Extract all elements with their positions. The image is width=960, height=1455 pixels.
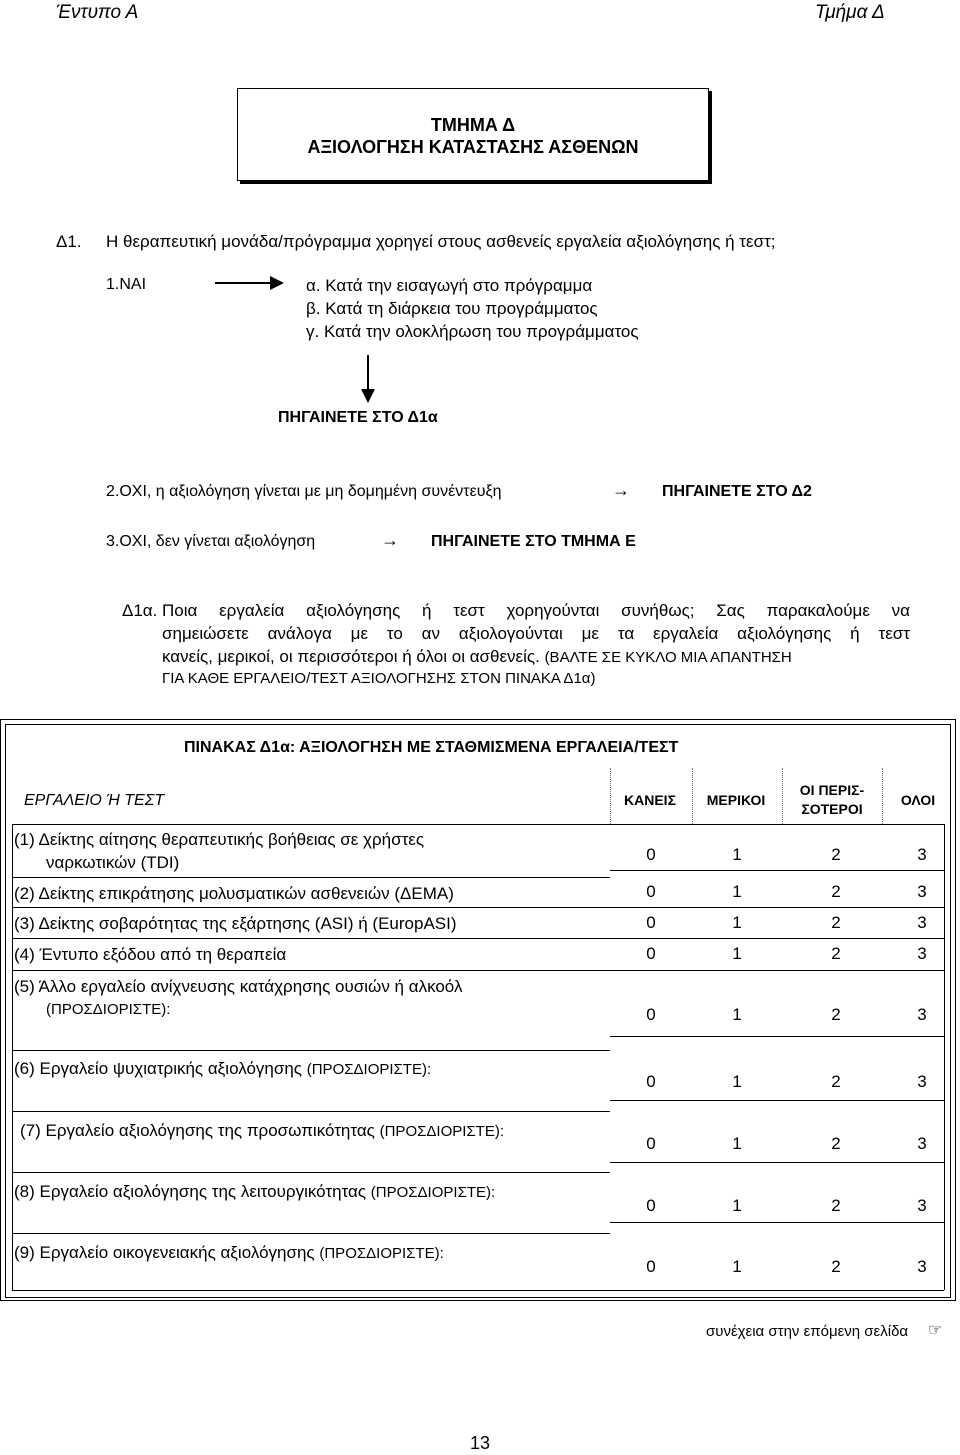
answer-code-option[interactable]: 2 xyxy=(831,944,841,963)
answer-code-option[interactable]: 3 xyxy=(917,913,927,932)
answer-code-option[interactable]: 3 xyxy=(917,944,927,963)
sub-option-b[interactable]: β. Κατά τη διάρκεια του προγράμματος xyxy=(306,299,598,318)
answer-code-option[interactable]: 0 xyxy=(646,1005,656,1024)
row-divider xyxy=(12,1172,610,1173)
section-subtitle: ΑΞΙΟΛΟΓΗΣΗ ΚΑΤΑΣΤΑΣΗΣ ΑΣΘΕΝΩΝ xyxy=(307,137,639,157)
table-row-label: (7) Εργαλείο αξιολόγησης της προσωπικότητας (ΠΡΟΣΔΙΟΡΙΣΤΕ): xyxy=(20,1121,505,1140)
header-divider xyxy=(782,768,783,824)
answer-code-option[interactable]: 1 xyxy=(732,1196,742,1215)
answer-code-option[interactable]: 2 xyxy=(831,1257,841,1276)
right-arrow-head xyxy=(270,276,284,290)
col-header-all: ΟΛΟΙ xyxy=(900,792,936,808)
answer-code-option[interactable]: 1 xyxy=(732,882,742,901)
row-divider xyxy=(12,1290,944,1291)
header-divider xyxy=(882,768,883,824)
question-number: Δ1. xyxy=(56,232,82,251)
table-left-border xyxy=(12,824,13,1290)
answer-code-option[interactable]: 3 xyxy=(917,1257,927,1276)
row-divider xyxy=(12,1050,610,1051)
table-row-label: (6) Εργαλείο ψυχιατρικής αξιολόγησης (ΠΡΟΣΔΙΟΡΙΣΤΕ): xyxy=(14,1059,432,1078)
question-text: Η θεραπευτική μονάδα/πρόγραμμα χορηγεί στους ασθενείς εργαλεία αξιολόγησης ή τεστ; xyxy=(106,232,776,251)
row-divider xyxy=(12,1111,610,1112)
answer-code-option[interactable]: 0 xyxy=(646,1072,656,1091)
table-row-label: (5) Άλλο εργαλείο ανίχνευσης κατάχρησης ουσιών ή αλκοόλ xyxy=(14,977,463,996)
right-arrow-small-icon: → xyxy=(612,480,630,500)
table-row-label: (3) Δείκτης σοβαρότητας της εξάρτησης (ASI) ή (EuropASI) xyxy=(14,914,457,933)
page-number: 13 xyxy=(470,1433,491,1453)
answer-code-option[interactable]: 3 xyxy=(917,882,927,901)
table-title: ΠΙΝΑΚΑΣ Δ1α: ΑΞΙΟΛΟΓΗΣΗ ΜΕ ΣΤΑΘΜΙΣΜΕΝΑ ΕΡΓΑΛΕΙΑ/ΤΕΣΤ xyxy=(184,739,679,756)
answer-code-option[interactable]: 2 xyxy=(831,1072,841,1091)
table-row-label: (ΠΡΟΣΔΙΟΡΙΣΤΕ): xyxy=(46,1001,171,1018)
answer-option-no-assessment[interactable]: 3.ΟΧΙ, δεν γίνεται αξιολόγηση xyxy=(106,533,316,550)
answer-code-option[interactable]: 1 xyxy=(732,1072,742,1091)
row-divider xyxy=(12,824,944,825)
down-arrow-icon xyxy=(367,355,369,393)
down-arrow-head xyxy=(361,389,375,403)
answer-code-option[interactable]: 1 xyxy=(732,1005,742,1024)
question-number-d1a: Δ1α. xyxy=(122,601,158,620)
answer-code-option[interactable]: 3 xyxy=(917,1072,927,1091)
sub-option-a[interactable]: α. Κατά την εισαγωγή στο πρόγραμμα xyxy=(306,276,593,295)
col-header-tool: ΕΡΓΑΛΕΙΟ Ή ΤΕΣΤ xyxy=(24,792,165,809)
answer-code-option[interactable]: 2 xyxy=(831,1134,841,1153)
col-header-none: ΚΑΝΕΙΣ xyxy=(624,792,676,808)
answer-code-option[interactable]: 2 xyxy=(831,1196,841,1215)
right-arrow-icon xyxy=(215,282,275,284)
answer-code-option[interactable]: 0 xyxy=(646,913,656,932)
table-row-label: (4) Έντυπο εξόδου από τη θεραπεία xyxy=(14,945,287,964)
answer-code-option[interactable]: 3 xyxy=(917,1134,927,1153)
col-header-some: ΜΕΡΙΚΟΙ xyxy=(706,792,766,808)
col-header-most: ΟΙ ΠΕΡΙΣ- ΣΟΤΕΡΟΙ xyxy=(799,782,865,817)
row-divider xyxy=(12,970,944,971)
answer-code-option[interactable]: 1 xyxy=(732,845,742,864)
row-divider xyxy=(12,877,610,878)
answer-code-option[interactable]: 2 xyxy=(831,913,841,932)
row-divider xyxy=(610,870,944,871)
answer-code-option[interactable]: 0 xyxy=(646,882,656,901)
answer-code-option[interactable]: 3 xyxy=(917,1005,927,1024)
section-title-box xyxy=(237,88,709,181)
table-row-label: (8) Εργαλείο αξιολόγησης της λειτουργικότητας (ΠΡΟΣΔΙΟΡΙΣΤΕ): xyxy=(14,1182,496,1201)
answer-code-option[interactable]: 0 xyxy=(646,1257,656,1276)
section-title: ΤΜΗΜΑ Δ xyxy=(430,115,516,135)
table-right-border xyxy=(944,824,945,1290)
row-divider xyxy=(610,1100,944,1101)
answer-code-option[interactable]: 1 xyxy=(732,913,742,932)
row-divider xyxy=(12,938,944,939)
table-row-label: ναρκωτικών (TDI) xyxy=(46,853,180,872)
right-arrow-small-icon: → xyxy=(381,530,399,550)
answer-code-option[interactable]: 2 xyxy=(831,845,841,864)
header-divider xyxy=(610,768,611,824)
answer-code-option[interactable]: 0 xyxy=(646,944,656,963)
answer-code-option[interactable]: 1 xyxy=(732,944,742,963)
goto-d1a: ΠΗΓΑΙΝΕΤΕ ΣΤΟ Δ1α xyxy=(278,409,438,426)
answer-code-option[interactable]: 0 xyxy=(646,845,656,864)
sub-option-c[interactable]: γ. Κατά την ολοκλήρωση του προγράμματος xyxy=(306,322,639,341)
pointing-hand-icon: ☞ xyxy=(928,1322,943,1339)
header-divider xyxy=(692,768,693,824)
row-divider xyxy=(12,907,944,908)
row-divider xyxy=(610,1036,944,1037)
question-d1a-line4: ΓΙΑ ΚΑΘΕ ΕΡΓΑΛΕΙΟ/ΤΕΣΤ ΑΞΙΟΛΟΓΗΣΗΣ ΣΤΟΝ ΠΙΝΑΚΑ Δ1α) xyxy=(162,670,596,687)
row-divider xyxy=(610,1162,944,1163)
answer-code-option[interactable]: 2 xyxy=(831,882,841,901)
answer-code-option[interactable]: 3 xyxy=(917,1196,927,1215)
answer-code-option[interactable]: 3 xyxy=(917,845,927,864)
row-divider xyxy=(12,1233,610,1234)
answer-code-option[interactable]: 1 xyxy=(732,1257,742,1276)
answer-code-option[interactable]: 0 xyxy=(646,1196,656,1215)
row-divider xyxy=(610,1222,944,1223)
form-label: Έντυπο Α xyxy=(56,2,139,23)
question-d1a-line2: σημειώσετε ανάλογα με το αν αξιολογούνται με τα εργαλεία αξιολόγησης ή τεστ xyxy=(162,624,910,643)
answer-option-no-unstructured[interactable]: 2.ΟΧΙ, η αξιολόγηση γίνεται με μη δομημένη συνέντευξη xyxy=(106,483,502,500)
question-d1a-line3: κανείς, μερικοί, οι περισσότεροι ή όλοι οι ασθενείς. (ΒΑΛΤΕ ΣΕ ΚΥΚΛΟ ΜΙΑ ΑΠΑΝΤΗΣΗ xyxy=(162,647,792,666)
answer-code-option[interactable]: 2 xyxy=(831,1005,841,1024)
continue-text: συνέχεια στην επόμενη σελίδα xyxy=(706,1323,909,1340)
section-label: Τμήμα Δ xyxy=(815,2,885,23)
goto-section-e: ΠΗΓΑΙΝΕΤΕ ΣΤΟ ΤΜΗΜΑ Ε xyxy=(431,533,636,550)
table-row-label: (2) Δείκτης επικράτησης μολυσματικών ασθενειών (ΔΕΜΑ) xyxy=(14,884,454,903)
answer-code-option[interactable]: 0 xyxy=(646,1134,656,1153)
table-row-label: (1) Δείκτης αίτησης θεραπευτικής βοήθειας σε χρήστες xyxy=(14,830,425,849)
answer-code-option[interactable]: 1 xyxy=(732,1134,742,1153)
goto-d2: ΠΗΓΑΙΝΕΤΕ ΣΤΟ Δ2 xyxy=(662,483,812,500)
table-row-label: (9) Εργαλείο οικογενειακής αξιολόγησης (ΠΡΟΣΔΙΟΡΙΣΤΕ): xyxy=(14,1243,444,1262)
question-d1a-line1: Ποια εργαλεία αξιολόγησης ή τεστ χορηγούνται συνήθως; Σας παρακαλούμε να xyxy=(162,601,910,620)
answer-option-yes[interactable]: 1.ΝΑΙ xyxy=(106,276,147,293)
